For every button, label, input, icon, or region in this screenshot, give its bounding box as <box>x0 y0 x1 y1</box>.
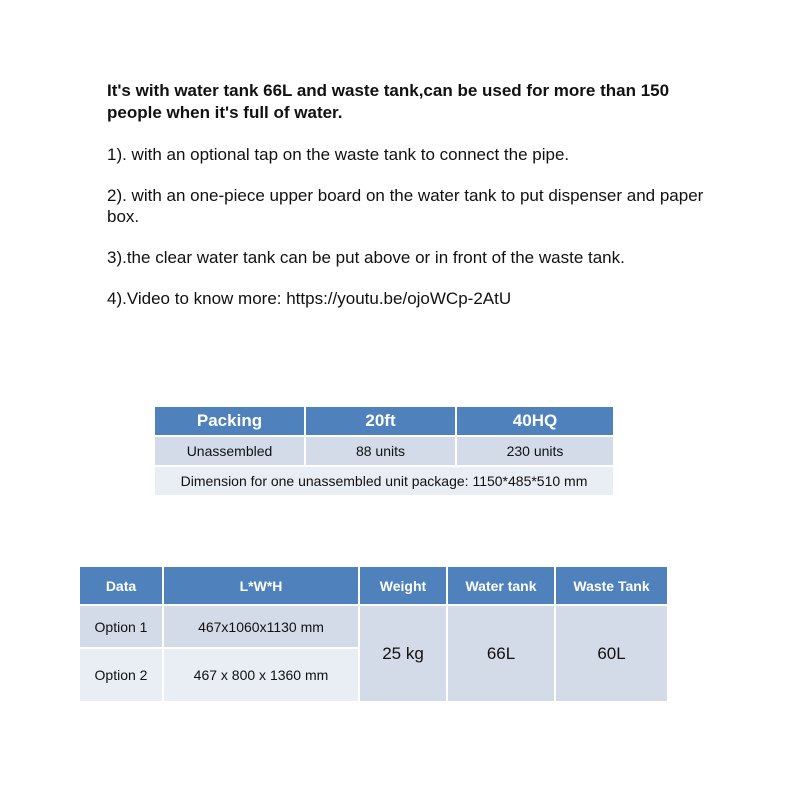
packing-header-row <box>155 407 613 435</box>
header-water-tank: Water tank <box>448 567 554 604</box>
cell-waste-tank: 60L <box>556 606 667 701</box>
spec-table <box>78 565 669 703</box>
cell-option-1-lwh: 467x1060x1130 mm <box>164 606 358 647</box>
header-lwh: L*W*H <box>164 567 358 604</box>
packing-row-unassembled <box>155 437 613 465</box>
header-data: Data <box>80 567 162 604</box>
headline: It's with water tank 66L and waste tank,can be used for more than 150 people when it's full of water. <box>107 81 670 122</box>
description-block <box>107 80 707 329</box>
feature-point-4: 4).Video to know more: https://youtu.be/ojoWCp-2AtU <box>107 289 512 308</box>
cell-unassembled: Unassembled <box>155 437 304 465</box>
cell-weight: 25 kg <box>360 606 446 701</box>
header-40hq: 40HQ <box>457 407 613 435</box>
feature-point-1: 1). with an optional tap on the waste tank to connect the pipe. <box>107 145 570 164</box>
spec-row-option-1 <box>80 606 667 647</box>
packing-table <box>153 405 615 497</box>
cell-40hq-units: 230 units <box>457 437 613 465</box>
cell-water-tank: 66L <box>448 606 554 701</box>
cell-dimension-note: Dimension for one unassembled unit package: 1150*485*510 mm <box>155 467 613 495</box>
header-weight: Weight <box>360 567 446 604</box>
cell-option-1-label: Option 1 <box>80 606 162 647</box>
cell-option-2-label: Option 2 <box>80 649 162 701</box>
spec-header-row <box>80 567 667 604</box>
cell-20ft-units: 88 units <box>306 437 455 465</box>
packing-row-dimension <box>155 467 613 495</box>
header-packing: Packing <box>155 407 304 435</box>
header-20ft: 20ft <box>306 407 455 435</box>
feature-point-3: 3).the clear water tank can be put above or in front of the waste tank. <box>107 248 625 267</box>
header-waste-tank: Waste Tank <box>556 567 667 604</box>
feature-point-2: 2). with an one-piece upper board on the water tank to put dispenser and paper box. <box>107 186 704 226</box>
cell-option-2-lwh: 467 x 800 x 1360 mm <box>164 649 358 701</box>
